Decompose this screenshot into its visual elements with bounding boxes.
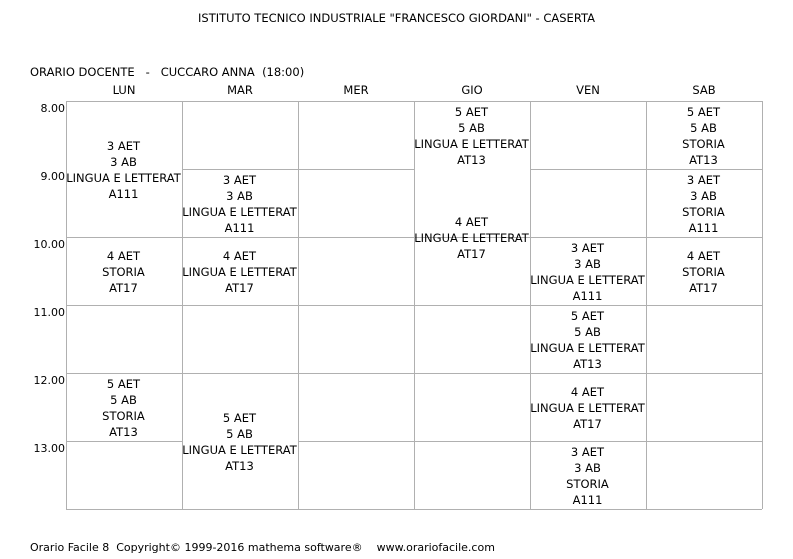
hour-label-13: 13.00	[33, 442, 65, 455]
lesson-class: 3 AET	[570, 444, 605, 459]
teacher-label: ORARIO DOCENTE	[30, 65, 135, 79]
lesson-class: 3 AET	[106, 138, 141, 153]
lesson-room: AT13	[457, 152, 486, 167]
lesson-class: 5 AET	[570, 308, 605, 323]
lesson-cell	[530, 306, 645, 373]
lesson-group: 5 AB	[574, 324, 601, 339]
lesson-cell	[646, 170, 761, 237]
day-header-ven: VEN	[576, 83, 600, 97]
grid-line	[298, 101, 299, 509]
lesson-room: AT13	[573, 356, 602, 371]
lesson-cell	[646, 238, 761, 305]
hour-label-12: 12.00	[33, 374, 65, 387]
lesson-class: 4 AET	[686, 248, 721, 263]
lesson-subject: LINGUA E LETTERAT	[182, 442, 297, 457]
lesson-cell	[530, 238, 645, 305]
lesson-subject: LINGUA E LETTERAT	[182, 204, 297, 219]
hour-label-8: 8.00	[40, 102, 65, 115]
hour-label-11: 11.00	[33, 306, 65, 319]
lesson-room: A111	[108, 186, 139, 201]
lesson-class: 5 AET	[222, 410, 257, 425]
lesson-room: AT17	[689, 280, 718, 295]
lesson-room: AT17	[109, 280, 138, 295]
lesson-group: 3 AB	[690, 188, 717, 203]
teacher-name: CUCCARO ANNA	[160, 65, 255, 79]
day-header-gio: GIO	[461, 83, 483, 97]
lesson-cell	[530, 442, 645, 509]
grid-line	[66, 509, 762, 510]
lesson-room: AT17	[457, 246, 486, 261]
footer-credit: Orario Facile 8 Copyright© 1999-2016 mathema software®	[30, 541, 363, 554]
lesson-cell	[414, 102, 529, 169]
lesson-group: 3 AB	[226, 188, 253, 203]
lesson-room: A111	[572, 288, 603, 303]
lesson-room: AT13	[689, 152, 718, 167]
lesson-subject: LINGUA E LETTERAT	[414, 230, 529, 245]
lesson-class: 4 AET	[106, 248, 141, 263]
lesson-cell	[530, 374, 645, 441]
lesson-subject: LINGUA E LETTERAT	[66, 170, 181, 185]
lesson-class: 5 AET	[454, 104, 489, 119]
lesson-subject: LINGUA E LETTERAT	[414, 136, 529, 151]
grid-line	[762, 101, 763, 509]
teacher-separator: -	[145, 65, 150, 79]
lesson-cell	[182, 170, 297, 237]
lesson-cell	[414, 170, 529, 305]
lesson-cell	[182, 374, 297, 509]
teacher-hours: (18:00)	[262, 65, 305, 79]
lesson-group: 3 AB	[574, 256, 601, 271]
lesson-cell	[66, 238, 181, 305]
hour-label-10: 10.00	[33, 238, 65, 251]
lesson-subject: LINGUA E LETTERAT	[530, 400, 645, 415]
lesson-subject: STORIA	[682, 136, 725, 151]
lesson-subject: LINGUA E LETTERAT	[530, 340, 645, 355]
lesson-room: AT17	[573, 416, 602, 431]
lesson-subject: STORIA	[566, 476, 609, 491]
lesson-subject: LINGUA E LETTERAT	[182, 264, 297, 279]
lesson-room: AT13	[109, 424, 138, 439]
lesson-class: 3 AET	[686, 172, 721, 187]
day-header-lun: LUN	[112, 83, 136, 97]
lesson-cell	[646, 102, 761, 169]
lesson-cell	[66, 374, 181, 441]
lesson-class: 5 AET	[686, 104, 721, 119]
lesson-group: 5 AB	[690, 120, 717, 135]
lesson-class: 3 AET	[222, 172, 257, 187]
lesson-subject: STORIA	[102, 408, 145, 423]
lesson-room: A111	[688, 220, 719, 235]
lesson-class: 4 AET	[570, 384, 605, 399]
lesson-class: 5 AET	[106, 376, 141, 391]
lesson-room: A111	[572, 492, 603, 507]
lesson-subject: STORIA	[682, 264, 725, 279]
lesson-room: AT17	[225, 280, 254, 295]
lesson-group: 3 AB	[110, 154, 137, 169]
lesson-group: 5 AB	[458, 120, 485, 135]
footer-url: www.orariofacile.com	[376, 541, 495, 554]
lesson-class: 3 AET	[570, 240, 605, 255]
lesson-subject: LINGUA E LETTERAT	[530, 272, 645, 287]
lesson-subject: STORIA	[682, 204, 725, 219]
day-header-mar: MAR	[227, 83, 253, 97]
lesson-group: 3 AB	[574, 460, 601, 475]
school-title: ISTITUTO TECNICO INDUSTRIALE "FRANCESCO GIORDANI" - CASERTA	[198, 11, 595, 25]
lesson-cell	[66, 102, 181, 237]
lesson-group: 5 AB	[110, 392, 137, 407]
lesson-room: A111	[224, 220, 255, 235]
day-header-mer: MER	[343, 83, 369, 97]
lesson-subject: STORIA	[102, 264, 145, 279]
footer	[30, 541, 495, 554]
hour-label-9: 9.00	[40, 170, 65, 183]
teacher-line	[30, 65, 304, 79]
lesson-class: 4 AET	[222, 248, 257, 263]
day-header-sab: SAB	[692, 83, 716, 97]
lesson-group: 5 AB	[226, 426, 253, 441]
lesson-cell	[182, 238, 297, 305]
lesson-class: 4 AET	[454, 214, 489, 229]
lesson-room: AT13	[225, 458, 254, 473]
